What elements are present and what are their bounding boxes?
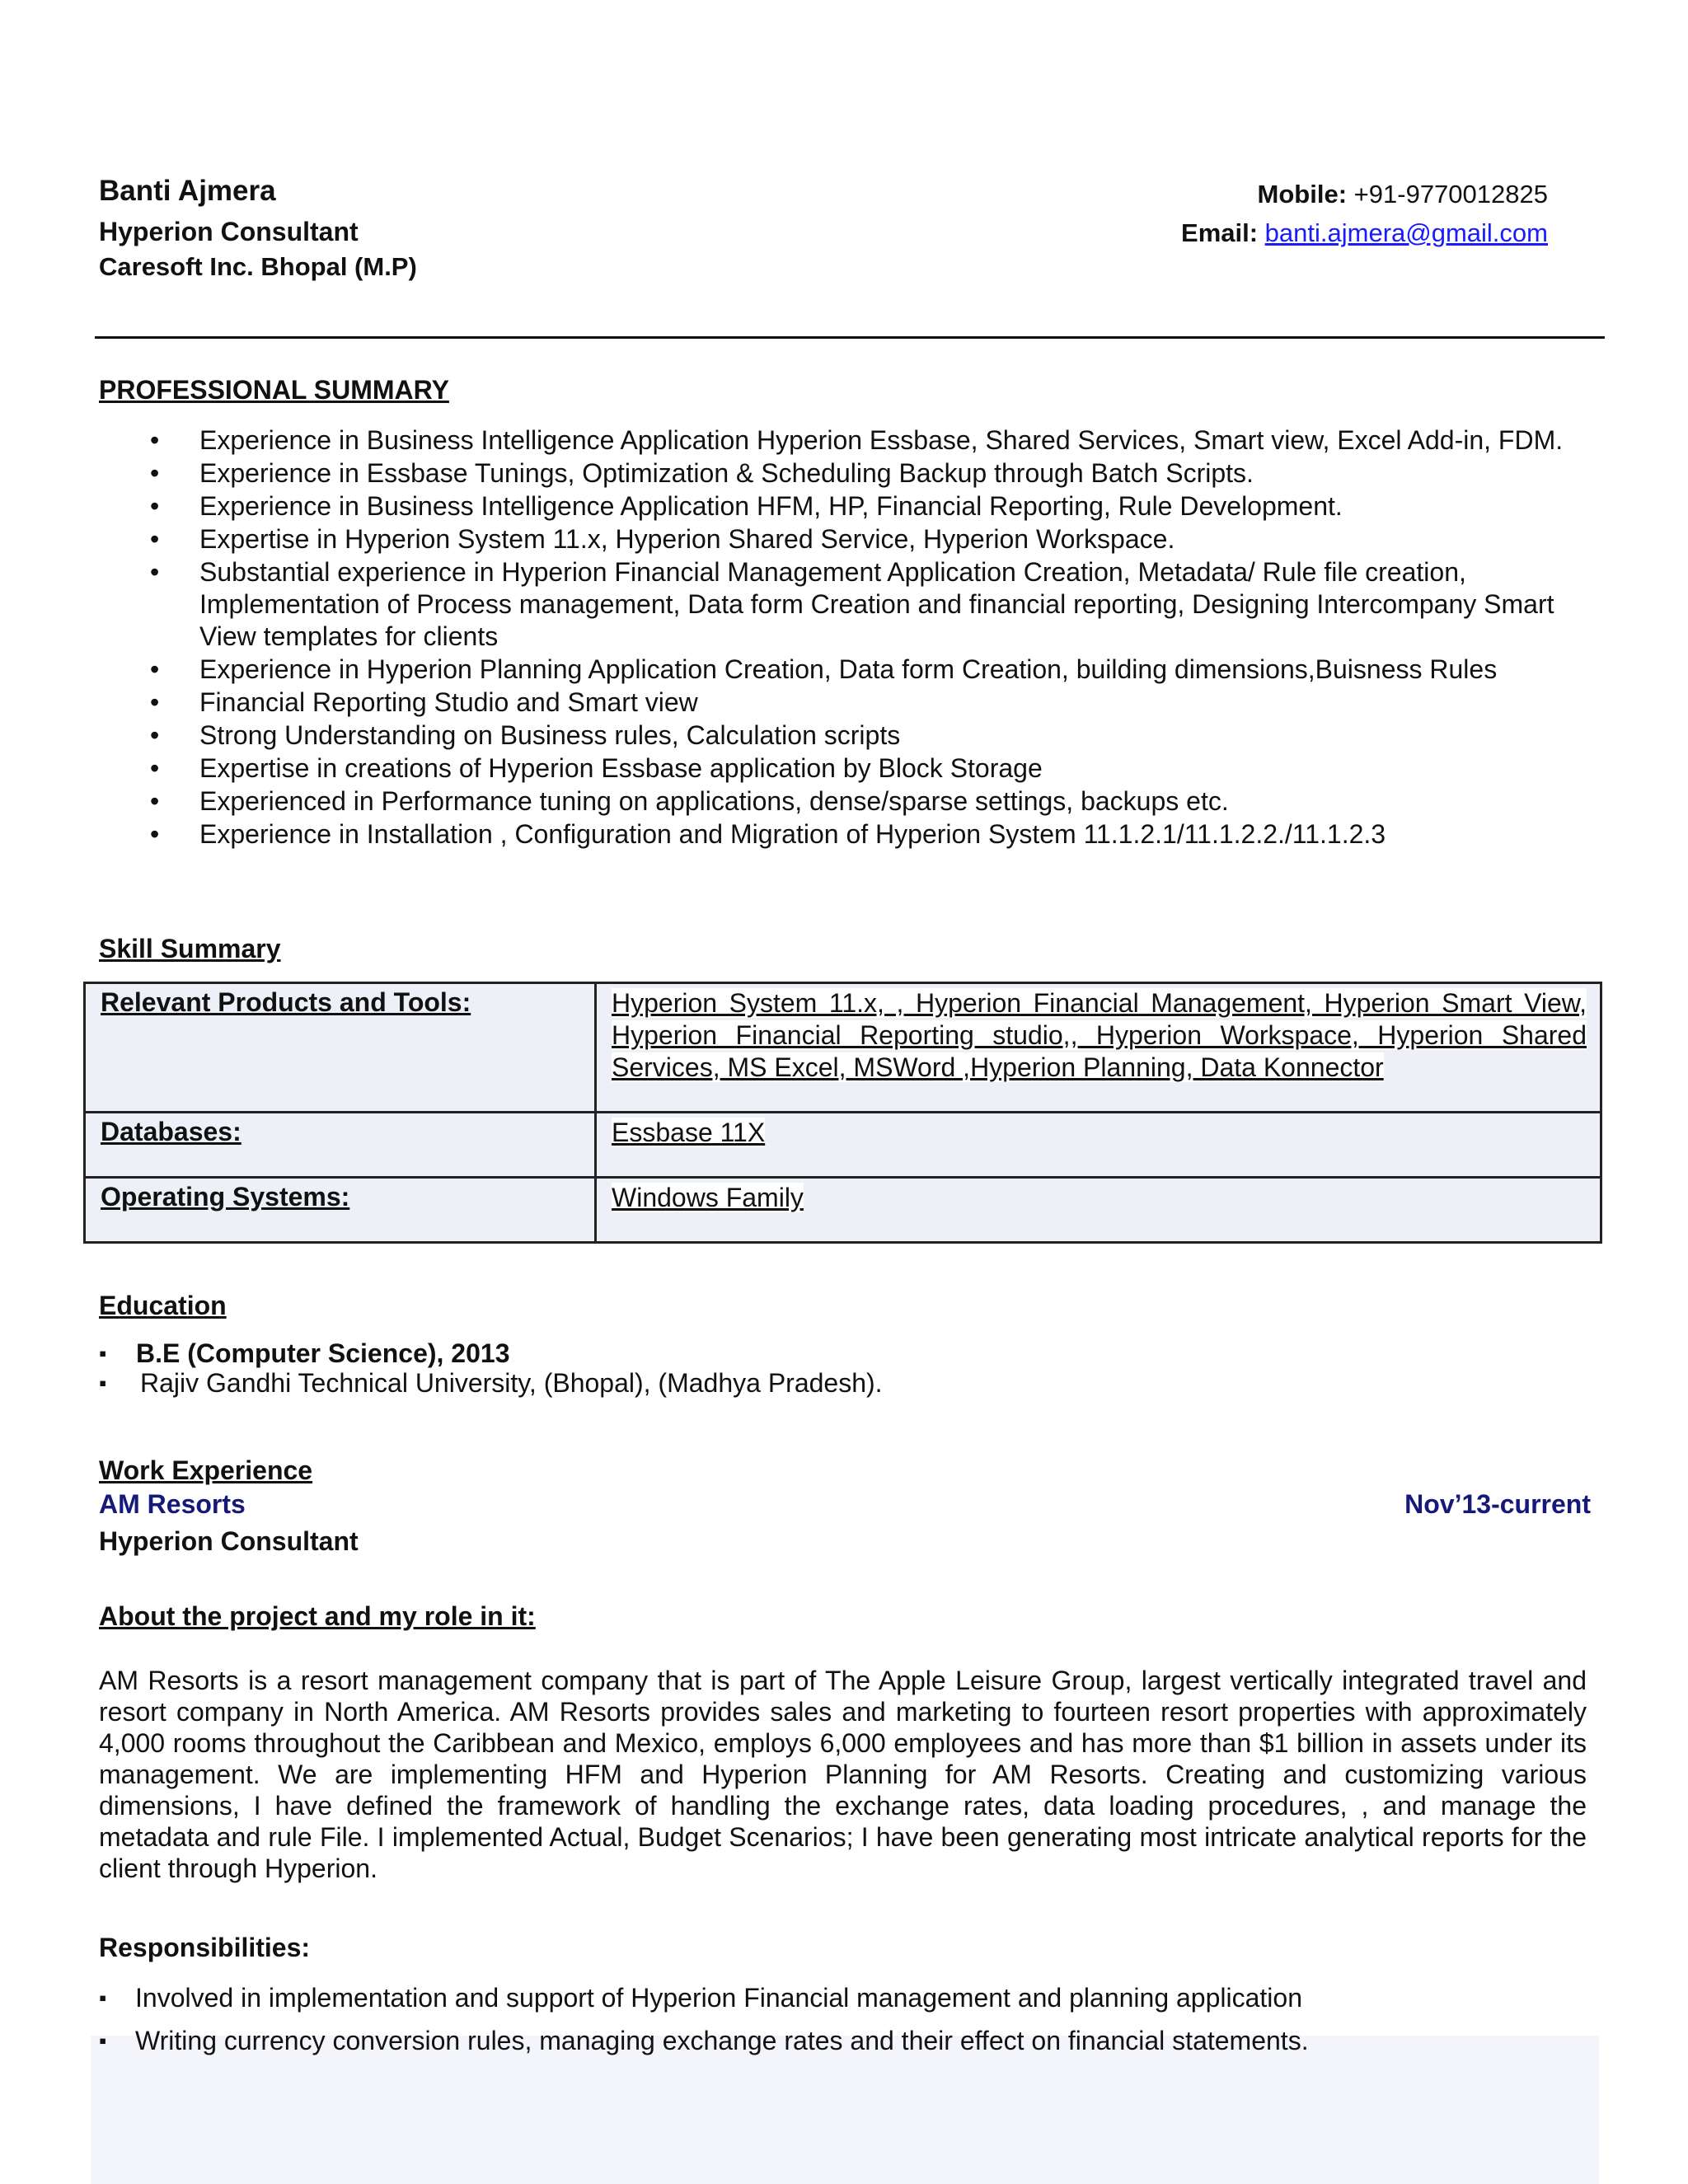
skills-table [83, 982, 1602, 1244]
email-link[interactable]: banti.ajmera@gmail.com [1264, 218, 1548, 247]
mobile-line [1258, 180, 1548, 209]
skills-label: Databases: [85, 1113, 596, 1178]
email-line [1181, 218, 1548, 248]
header-divider [95, 336, 1605, 339]
list-item: • Financial Reporting Studio and Smart view [99, 687, 1582, 719]
list-item: • Experience in Installation , Configuration and Migration of Hyperion System 11.1.2.1/11.1.2.2./11.1.2.3 [99, 818, 1582, 851]
skills-value-text: Windows Family [612, 1183, 804, 1212]
about-paragraph: AM Resorts is a resort management company that is part of The Apple Leisure Group, largest vertically integrated travel and resort company in North America. AM Resorts provides sales and marketing to fourteen resort properties with approximately 4,000 rooms throughout the Caribbean and Mexico, employs 6,000 employees and has more than $1 billion in assets under its management. We are implementing HFM and Hyperion Planning for AM Resorts. Creating and customizing various dimensions, I have defined the framework of handling the exchange rates, data loading procedures, , and manage the metadata and rule File. I implemented Actual, Budget Scenarios; I have been generating most intricate analytical reports for the client through Hyperion. [99, 1666, 1587, 1883]
skills-label: Operating Systems: [85, 1178, 596, 1243]
summary-list [99, 424, 1582, 851]
responsibilities-heading: Responsibilities: [99, 1933, 311, 1962]
about-heading: About the project and my role in it: [99, 1601, 536, 1631]
employment-period: Nov’13-current [1404, 1489, 1591, 1519]
list-item: • Expertise in Hyperion System 11.x, Hyperion Shared Service, Hyperion Workspace. [99, 523, 1582, 555]
education-degree: ▪ B.E (Computer Science), 2013 [99, 1338, 883, 1368]
skills-value [596, 1113, 1601, 1178]
skills-label: Relevant Products and Tools: [85, 983, 596, 1113]
list-item: • Experience in Business Intelligence Application HFM, HP, Financial Reporting, Rule Development. [99, 490, 1582, 523]
list-item: ▪ Writing currency conversion rules, managing exchange rates and their effect on financial statements. [99, 2019, 1309, 2062]
skills-value-text: Hyperion System 11.x, , Hyperion Financial Management, Hyperion Smart View, Hyperion Financial Reporting studio,, Hyperion Workspace, Hyperion Shared Services, MS Excel, MSWord ,Hyperion Planning, Data Konnector [612, 988, 1587, 1082]
mobile-label: Mobile: [1257, 180, 1348, 209]
email-label: Email: [1181, 218, 1259, 247]
table-row [85, 1113, 1601, 1178]
table-row [85, 1178, 1601, 1243]
skills-heading: Skill Summary [99, 934, 281, 963]
list-item: • Experience in Essbase Tunings, Optimization & Scheduling Backup through Batch Scripts. [99, 457, 1582, 490]
list-item: • Strong Understanding on Business rules, Calculation scripts [99, 719, 1582, 752]
education-heading: Education [99, 1291, 227, 1320]
candidate-name: Banti Ajmera [99, 175, 276, 207]
candidate-title: Hyperion Consultant [99, 217, 359, 246]
work-role: Hyperion Consultant [99, 1526, 359, 1556]
summary-heading: PROFESSIONAL SUMMARY [99, 375, 449, 405]
employer-name: AM Resorts [99, 1489, 246, 1519]
list-item: • Experience in Hyperion Planning Application Creation, Data form Creation, building dimensions,Buisness Rules [99, 654, 1582, 686]
list-item: • Experience in Business Intelligence Application Hyperion Essbase, Shared Services, Smart view, Excel Add-in, FDM. [99, 424, 1582, 457]
table-row [85, 983, 1601, 1113]
skills-value [596, 1178, 1601, 1243]
list-item: • Substantial experience in Hyperion Financial Management Application Creation, Metadata/ Rule file creation, Implementation of Process management, Data form Creation and financial reporting, Designing Intercompany Smart View templates for clients [99, 556, 1582, 653]
mobile-number: +91-9770012825 [1353, 180, 1548, 209]
skills-value-text: Essbase 11X [612, 1118, 766, 1147]
work-heading: Work Experience [99, 1455, 313, 1485]
skills-value [596, 983, 1601, 1113]
responsibilities-list [99, 1976, 1309, 2062]
list-item: ▪ Involved in implementation and support of Hyperion Financial management and planning application [99, 1976, 1309, 2019]
list-item: • Expertise in creations of Hyperion Essbase application by Block Storage [99, 752, 1582, 785]
education-university: ▪ Rajiv Gandhi Technical University, (Bhopal), (Madhya Pradesh). [99, 1368, 883, 1398]
education-list [99, 1338, 883, 1398]
list-item: • Experienced in Performance tuning on applications, dense/sparse settings, backups etc. [99, 785, 1582, 818]
candidate-company: Caresoft Inc. Bhopal (M.P) [99, 252, 417, 281]
